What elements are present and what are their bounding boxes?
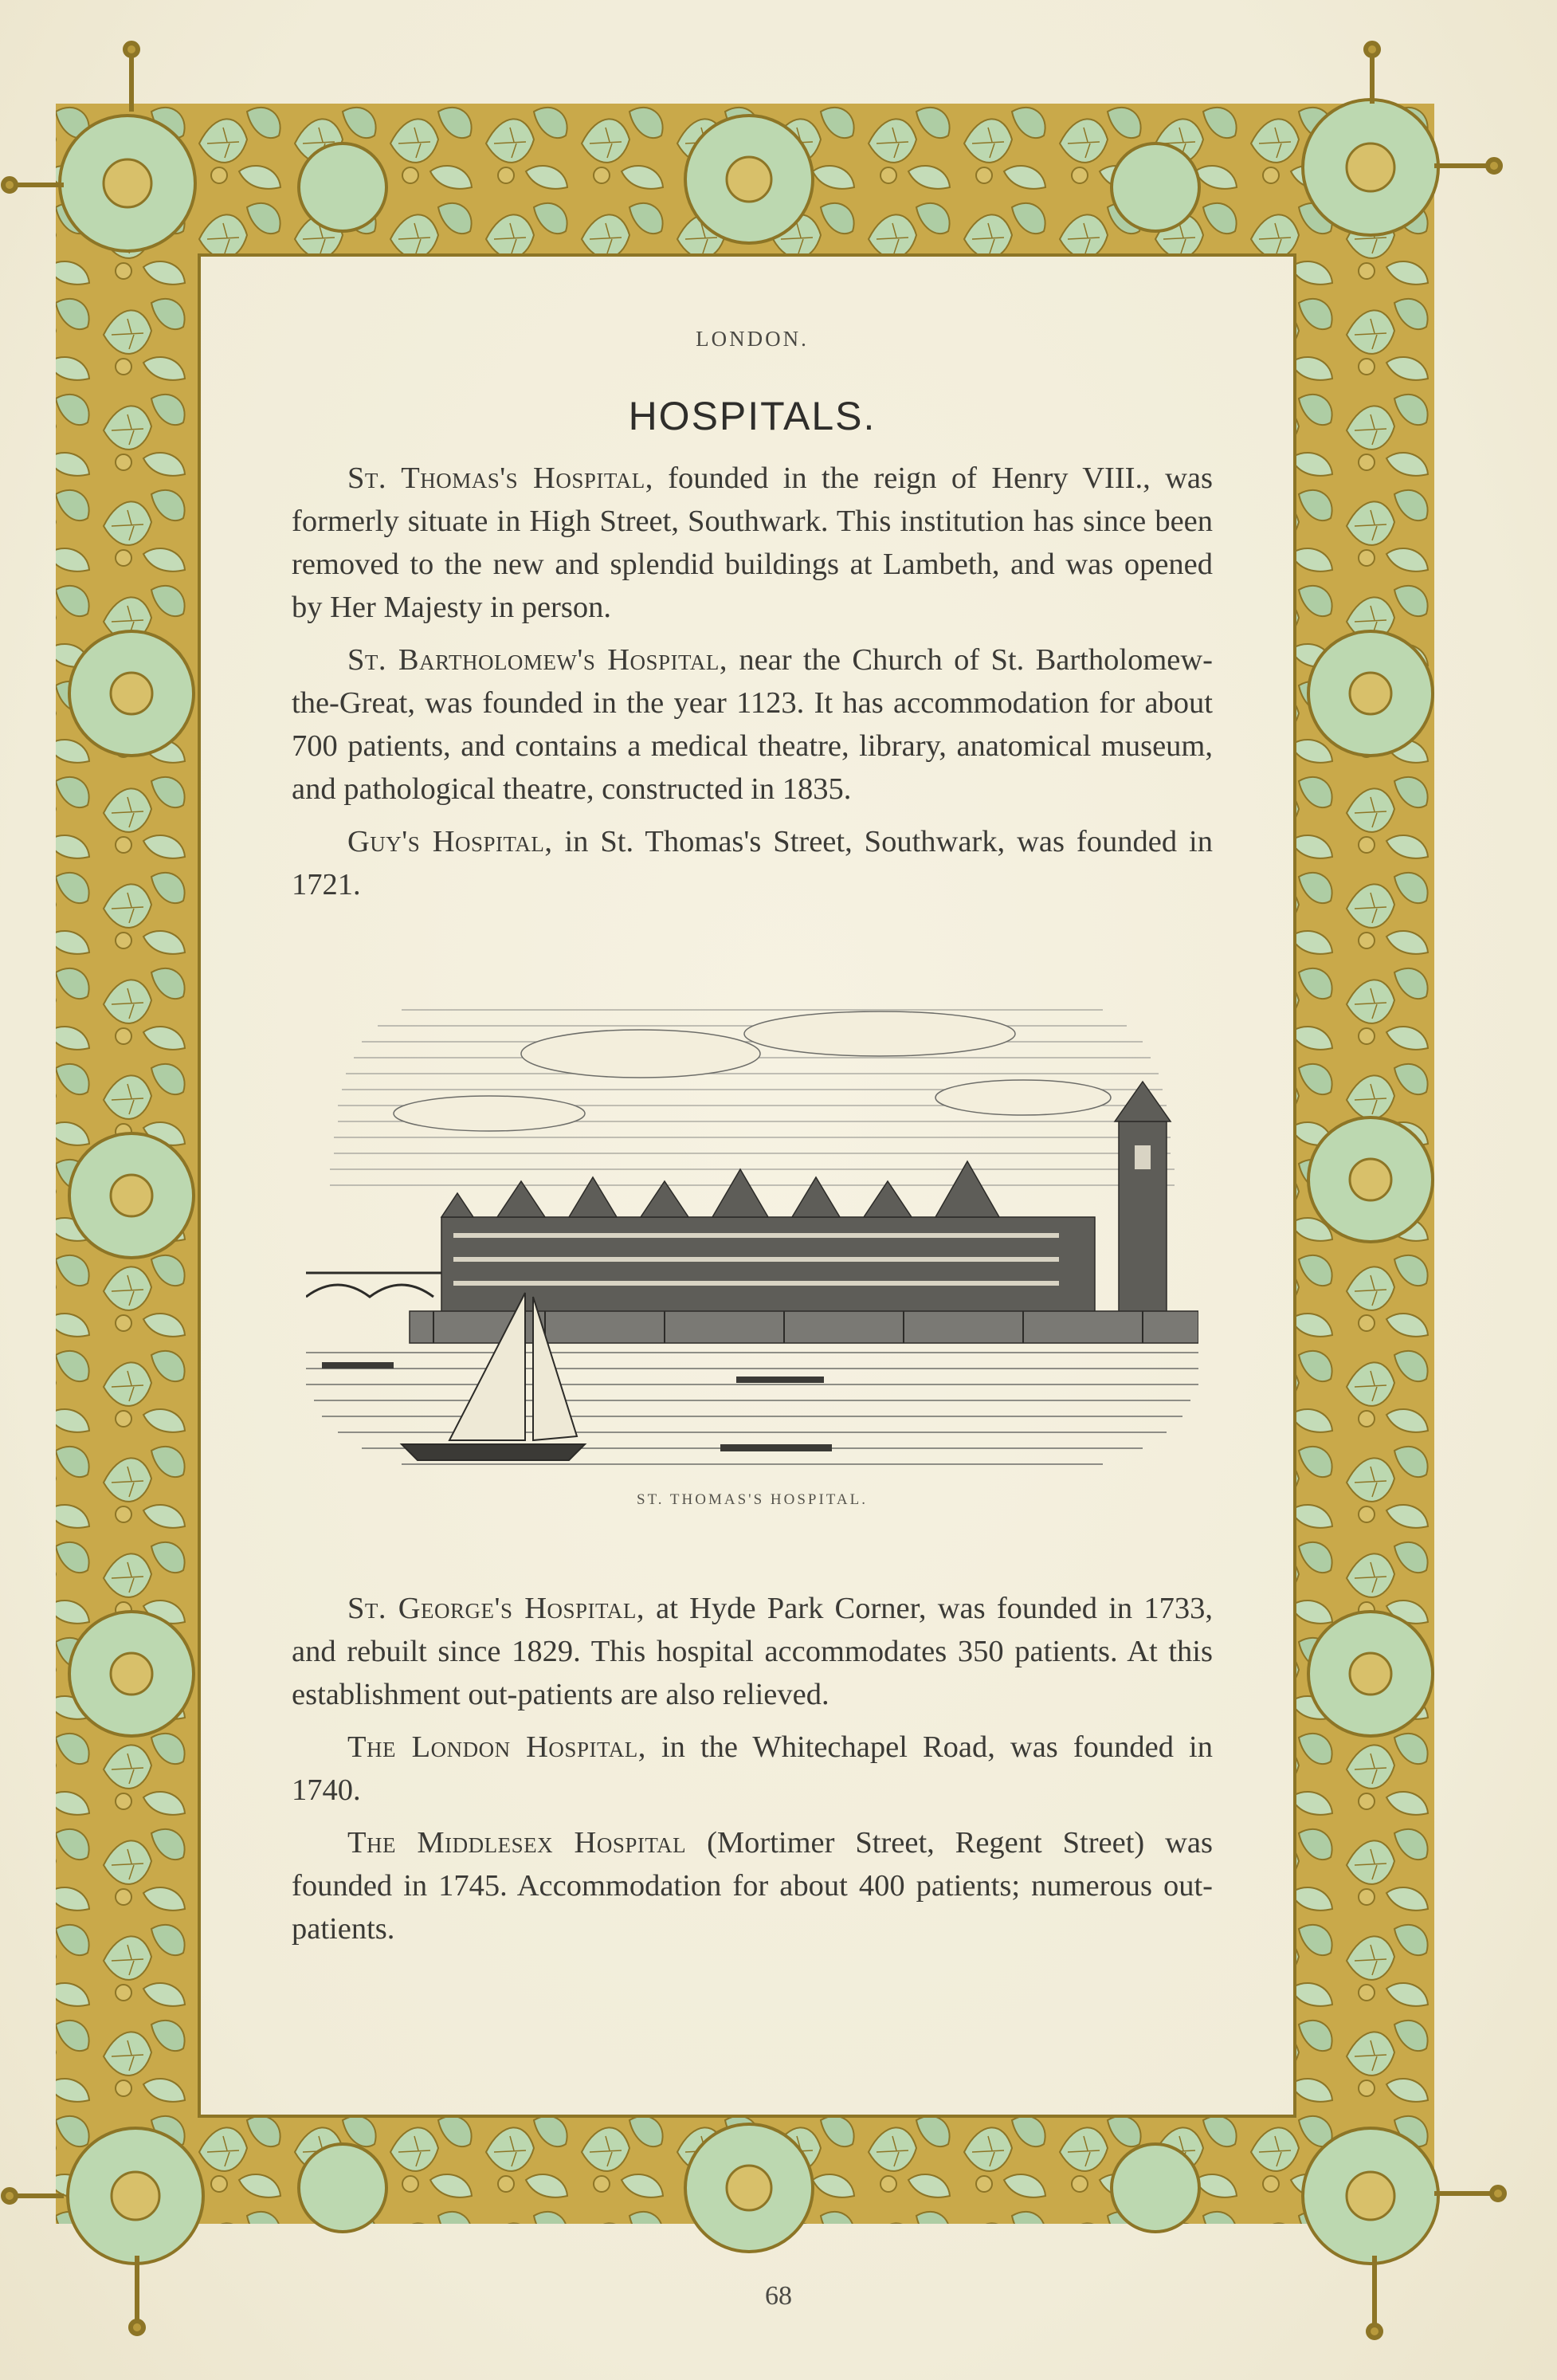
hospital-engraving-image [306, 978, 1198, 1480]
illustration-caption: ST. THOMAS'S HOSPITAL. [637, 1491, 868, 1508]
paragraph-st-bartholomew [292, 638, 1213, 811]
paragraph-text: near the Church of St. Bartholomew-the-Great, was founded in the year 1123. It has accommodation for about 700 patients, and contains a medical theatre, library, anatomical museum, and pathological theatre, constructed in 1835. [292, 643, 1213, 806]
paragraph-st-thomas [292, 457, 1213, 629]
paragraph-text: in the Whitechapel Road, was founded in 1740. [292, 1730, 1213, 1807]
paragraph-guys [292, 820, 1213, 906]
page-content [292, 295, 1213, 1960]
illustration [292, 978, 1213, 1509]
paragraph-lead: St. Bartholomew's Hospital, [347, 643, 728, 677]
paragraph-text: at Hyde Park Corner, was founded in 1733, and rebuilt since 1829. This hospital accommodates 350 patients. At this establishment out-patients are also relieved. [292, 1592, 1213, 1711]
paragraph-lead: The London Hospital, [347, 1730, 646, 1764]
paragraph-middlesex [292, 1821, 1213, 1950]
page-title: HOSPITALS. [628, 394, 877, 438]
paragraph-text: (Mortimer Street, Regent Street) was founded in 1745. Accommodation for about 400 patients; numerous out-patients. [292, 1826, 1213, 1946]
paragraph-st-george [292, 1587, 1213, 1716]
page-number: 68 [765, 2281, 792, 2311]
running-head: LONDON. [696, 327, 809, 351]
paragraph-lead: St. George's Hospital, [347, 1592, 645, 1625]
paragraph-lead: The Middlesex Hospital [347, 1826, 687, 1860]
paragraph-text: in St. Thomas's Street, Southwark, was founded in 1721. [292, 825, 1213, 901]
paragraph-text: founded in the reign of Henry VIII., was formerly situate in High Street, Southwark. This institution has since been removed to the new and splendid buildings at Lambeth, and was opened by Her Majesty in person. [292, 461, 1213, 624]
paragraph-lead: St. Thomas's Hospital, [347, 461, 653, 495]
paragraph-lead: Guy's Hospital, [347, 825, 553, 858]
paragraph-london-hospital [292, 1726, 1213, 1812]
